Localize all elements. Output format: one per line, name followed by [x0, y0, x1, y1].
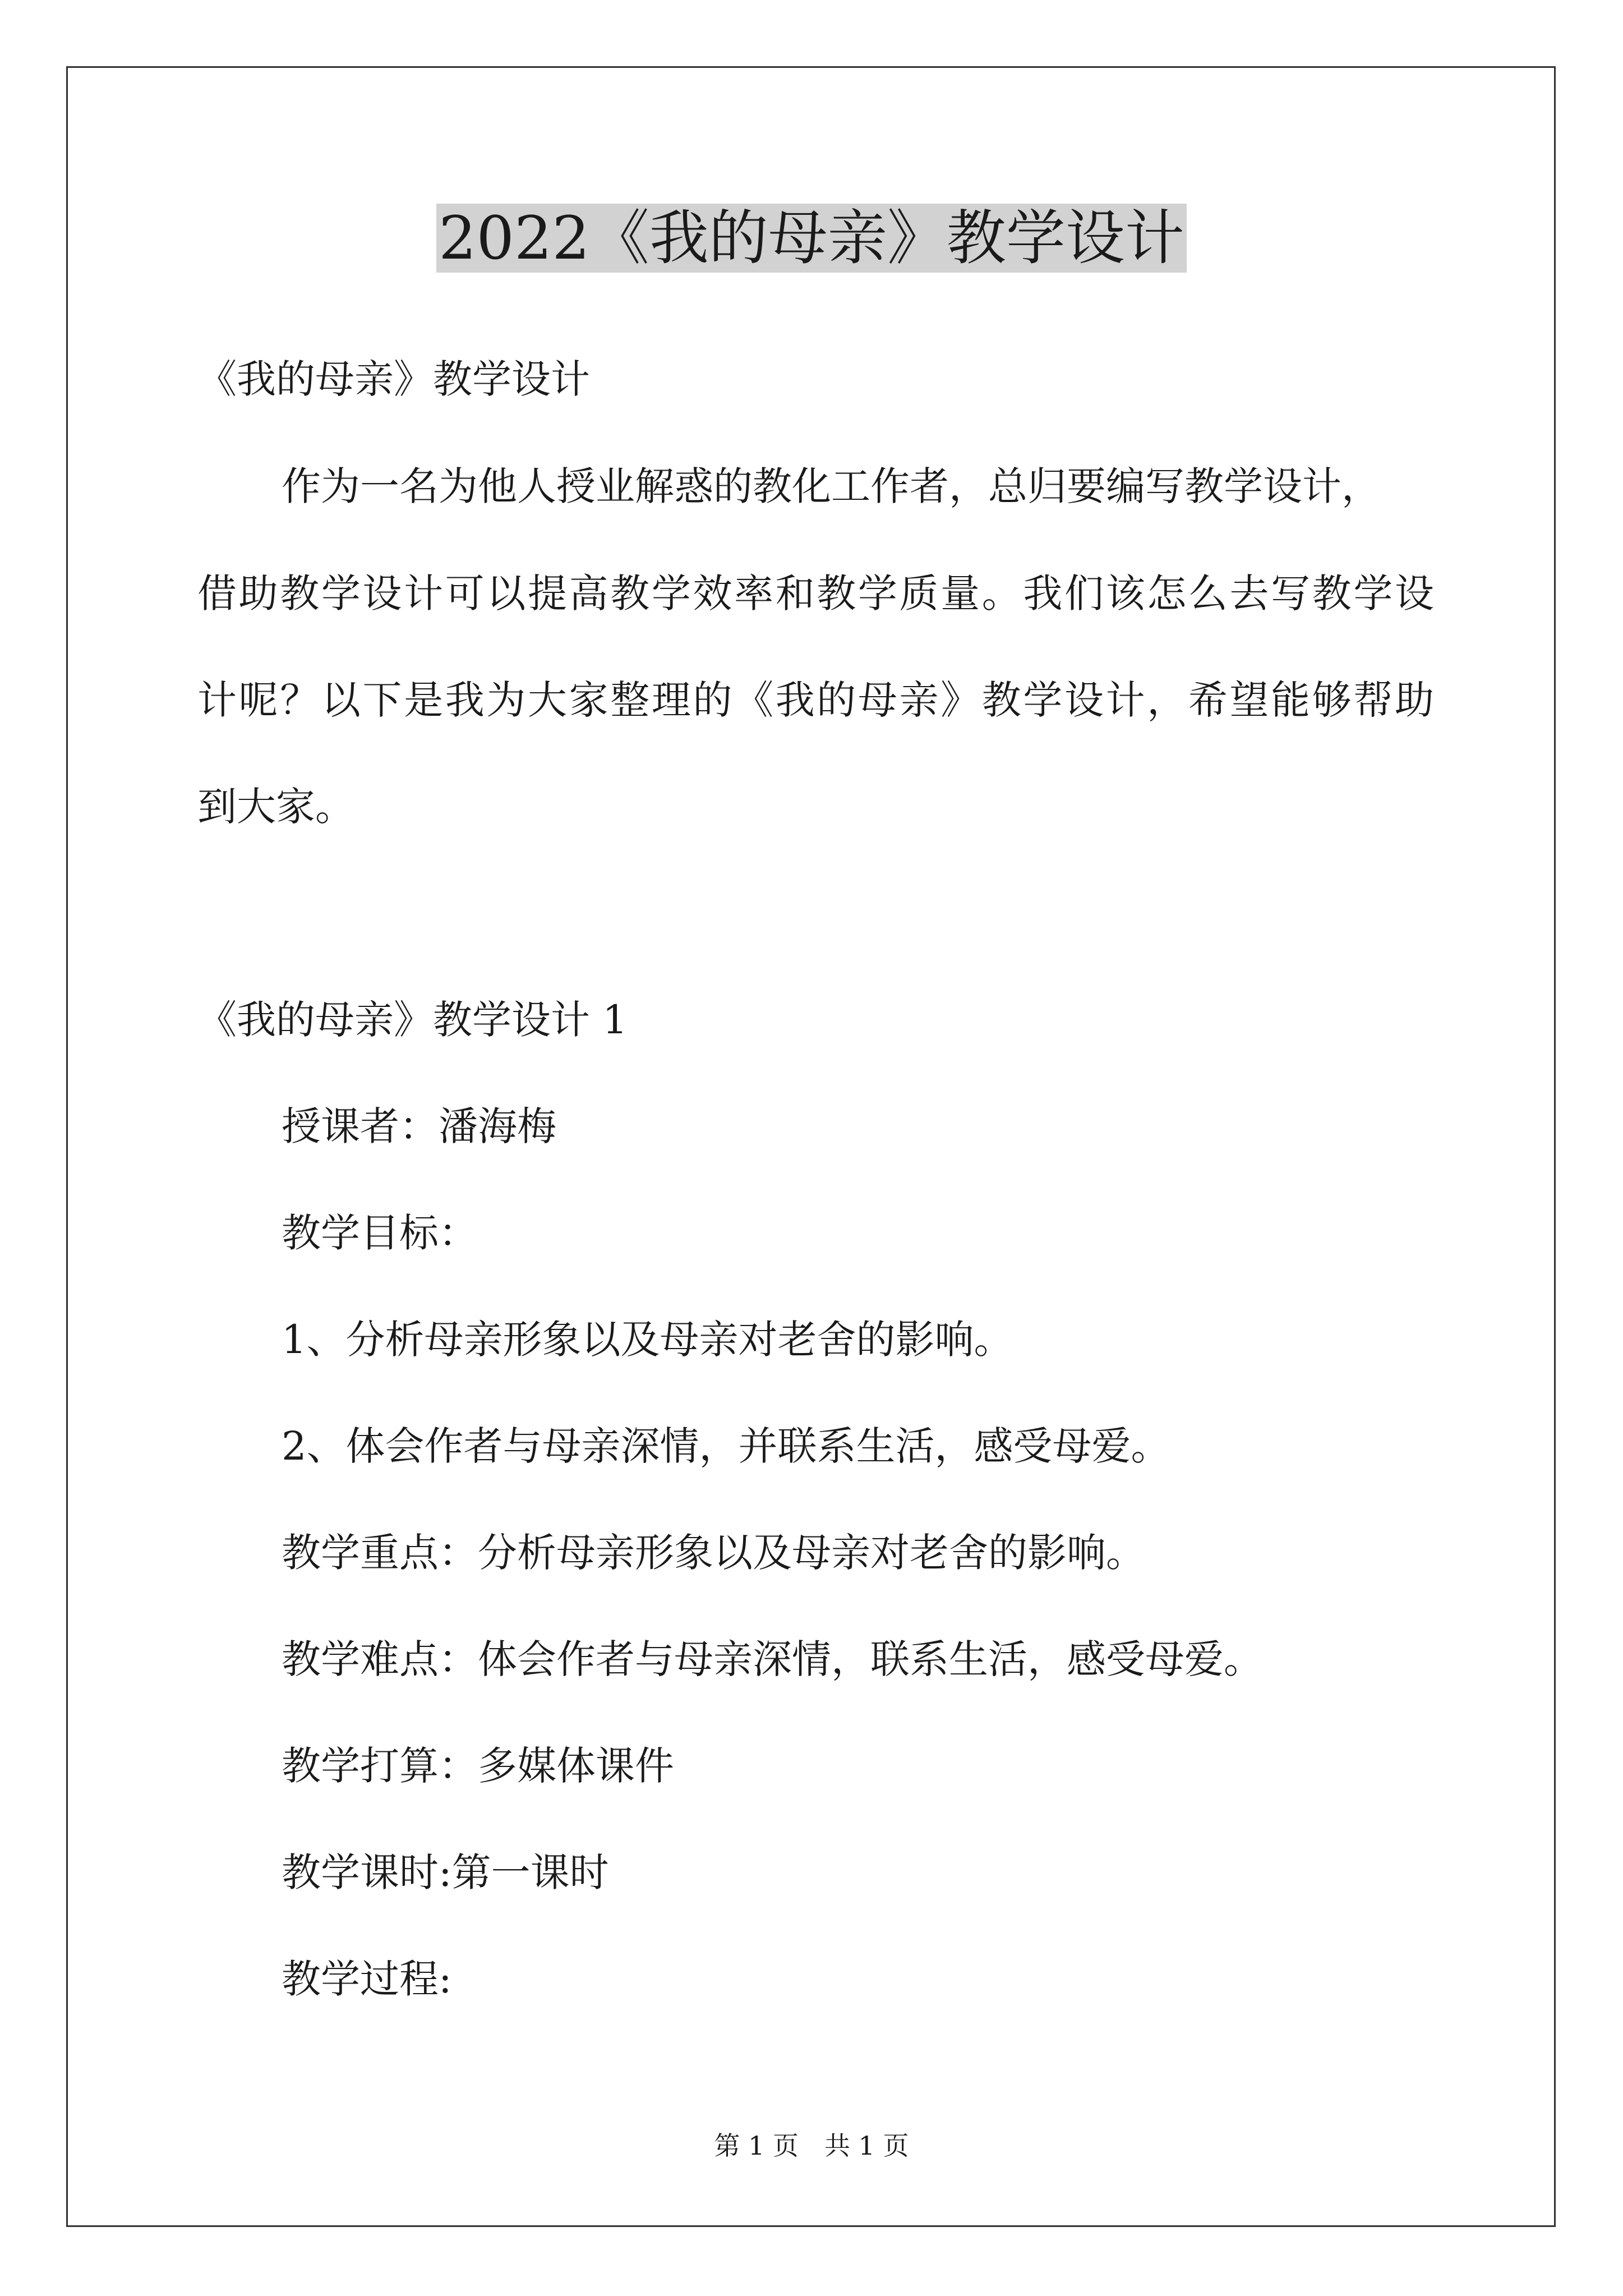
- intro-line-1: 作为一名为他人授业解惑的教化工作者，总归要编写教学设计，: [282, 463, 1381, 509]
- objectives-heading: 教学目标：: [282, 1210, 478, 1256]
- teaching-process: 教学过程:: [282, 1956, 452, 2002]
- subtitle: 《我的母亲》教学设计: [197, 356, 590, 402]
- objective-2: 2、体会作者与母亲深情，并联系生活，感受母爱。: [282, 1423, 1170, 1469]
- section-heading: 《我的母亲》教学设计 1: [197, 997, 628, 1043]
- document-title: [0, 199, 1623, 278]
- teaching-materials: 教学打算：多媒体课件: [282, 1743, 674, 1789]
- intro-line-2: 借助教学设计可以提高教学效率和教学质量。我们该怎么去写教学设: [197, 570, 1434, 616]
- instructor-line: 授课者：潘海梅: [282, 1103, 556, 1149]
- class-hours: 教学课时:第一课时: [282, 1849, 609, 1895]
- key-point: 教学重点：分析母亲形象以及母亲对老舍的影响。: [282, 1530, 1145, 1576]
- intro-line-4: 到大家。: [197, 784, 354, 830]
- page-footer: 第 1 页 共 1 页: [714, 2131, 909, 2161]
- objective-1: 1、分析母亲形象以及母亲对老舍的影响。: [282, 1317, 1013, 1363]
- document-title-text: 2022《我的母亲》教学设计: [436, 204, 1187, 273]
- intro-line-3: 计呢？以下是我为大家整理的《我的母亲》教学设计，希望能够帮助: [197, 677, 1434, 723]
- difficult-point: 教学难点：体会作者与母亲深情，联系生活，感受母爱。: [282, 1636, 1263, 1682]
